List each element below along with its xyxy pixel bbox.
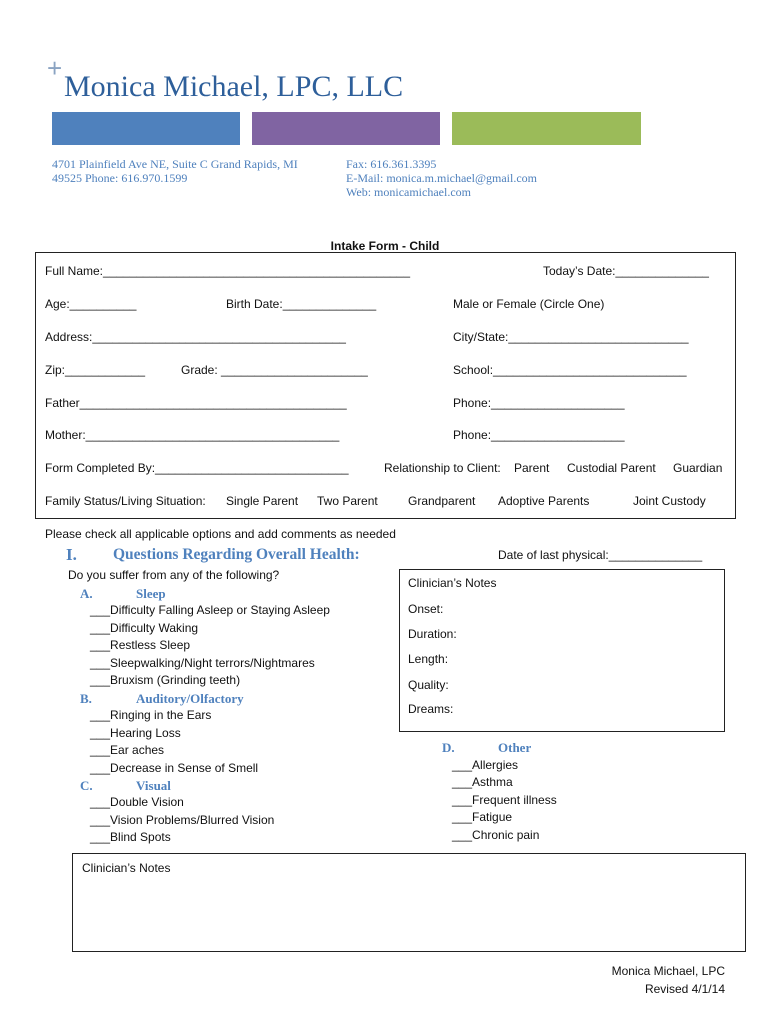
visual-title: Visual [136,778,171,793]
city-state-field[interactable]: City/State:___________________________ [453,330,689,344]
other-letter: D. [442,740,455,755]
auditory-item[interactable]: ___Ear aches [90,743,165,757]
practice-contact [346,157,537,199]
zip-field[interactable]: Zip:____________ [45,363,146,377]
duration-field[interactable]: Duration: [408,627,457,641]
health-question: Do you suffer from any of the following? [68,568,280,582]
plus-mark: + [47,53,63,83]
clinician-notes-label: Clinician’s Notes [82,861,171,875]
family-status-label: Family Status/Living Situation: [45,494,206,508]
address-line-2: 49525 Phone: 616.970.1599 [52,171,188,185]
quality-field[interactable]: Quality: [408,678,449,692]
sleep-item[interactable]: ___Bruxism (Grinding teeth) [90,673,241,687]
visual-item[interactable]: ___Vision Problems/Blurred Vision [90,813,275,827]
todays-date-field[interactable]: Today’s Date:______________ [543,264,709,278]
relationship-option-custodial-parent[interactable]: Custodial Parent [567,461,656,475]
sleep-item[interactable]: ___Restless Sleep [90,638,191,652]
other-item[interactable]: ___Allergies [452,758,519,772]
auditory-letter: B. [80,691,92,706]
relationship-option-guardian[interactable]: Guardian [673,461,723,475]
relationship-label: Relationship to Client: [384,461,501,475]
visual-letter: C. [80,778,93,793]
other-item[interactable]: ___Chronic pain [452,828,540,842]
mother-phone-field[interactable]: Phone:____________________ [453,428,625,442]
color-bar-blue [52,112,240,145]
website[interactable]: Web: monicamichael.com [346,185,471,199]
birth-date-field[interactable]: Birth Date:______________ [226,297,377,311]
visual-item[interactable]: ___Blind Spots [90,830,171,844]
age-field[interactable]: Age:__________ [45,297,137,311]
other-title: Other [498,740,532,755]
form-title: Intake Form - Child [330,239,440,253]
sleep-item[interactable]: ___Difficulty Waking [90,621,199,635]
gender-field[interactable]: Male or Female (Circle One) [453,297,605,311]
other-item[interactable]: ___Fatigue [452,810,513,824]
instructions-text: Please check all applicable options and add comments as needed [45,527,396,541]
family-status-single-parent[interactable]: Single Parent [226,494,299,508]
color-bar-green [452,112,641,145]
mother-field[interactable]: Mother:______________________________________ [45,428,340,442]
fax-number: Fax: 616.361.3395 [346,157,437,171]
family-status-two-parent[interactable]: Two Parent [317,494,378,508]
clinician-box-title: Clinician’s Notes [408,576,497,590]
clinician-notes-box[interactable] [72,853,746,952]
client-info-box [35,252,736,519]
auditory-item[interactable]: ___Ringing in the Ears [90,708,212,722]
dreams-field[interactable]: Dreams: [408,702,454,716]
sleep-item[interactable]: ___Sleepwalking/Night terrors/Nightmares [90,656,315,670]
address-line-1: 4701 Plainfield Ave NE, Suite C Grand Rapids, MI [52,157,298,171]
onset-field[interactable]: Onset: [408,602,444,616]
auditory-item[interactable]: ___Decrease in Sense of Smell [90,761,259,775]
last-physical-field[interactable]: Date of last physical:______________ [498,548,703,562]
footer-name: Monica Michael, LPC [611,964,725,978]
other-item[interactable]: ___Frequent illness [452,793,557,807]
auditory-title: Auditory/Olfactory [136,691,244,706]
relationship-option-parent[interactable]: Parent [514,461,550,475]
section-numeral: I. [66,545,77,564]
full-name-field[interactable]: Full Name:______________________________________________ [45,264,411,278]
family-status-grandparent[interactable]: Grandparent [408,494,476,508]
sleep-letter: A. [80,586,93,601]
sleep-item[interactable]: ___Difficulty Falling Asleep or Staying Asleep [90,603,330,617]
family-status-adoptive-parents[interactable]: Adoptive Parents [498,494,590,508]
visual-item[interactable]: ___Double Vision [90,795,184,809]
practice-name: Monica Michael, LPC, LLC [64,70,404,103]
family-status-joint-custody[interactable]: Joint Custody [633,494,706,508]
form-completed-by-field[interactable]: Form Completed By:_____________________________ [45,461,349,475]
color-bar-purple [252,112,440,145]
sleep-title: Sleep [136,586,166,601]
address-field[interactable]: Address:______________________________________ [45,330,346,344]
length-field[interactable]: Length: [408,652,449,666]
auditory-item[interactable]: ___Hearing Loss [90,726,181,740]
practice-address [52,157,298,185]
email-address[interactable]: E-Mail: monica.m.michael@gmail.com [346,171,537,185]
grade-field[interactable]: Grade: ______________________ [181,363,368,377]
other-item[interactable]: ___Asthma [452,775,513,789]
school-field[interactable]: School:_____________________________ [453,363,687,377]
father-field[interactable]: Father________________________________________ [45,396,347,410]
father-phone-field[interactable]: Phone:____________________ [453,396,625,410]
section-heading: Questions Regarding Overall Health: [113,546,360,563]
footer-revised: Revised 4/1/14 [644,982,725,996]
